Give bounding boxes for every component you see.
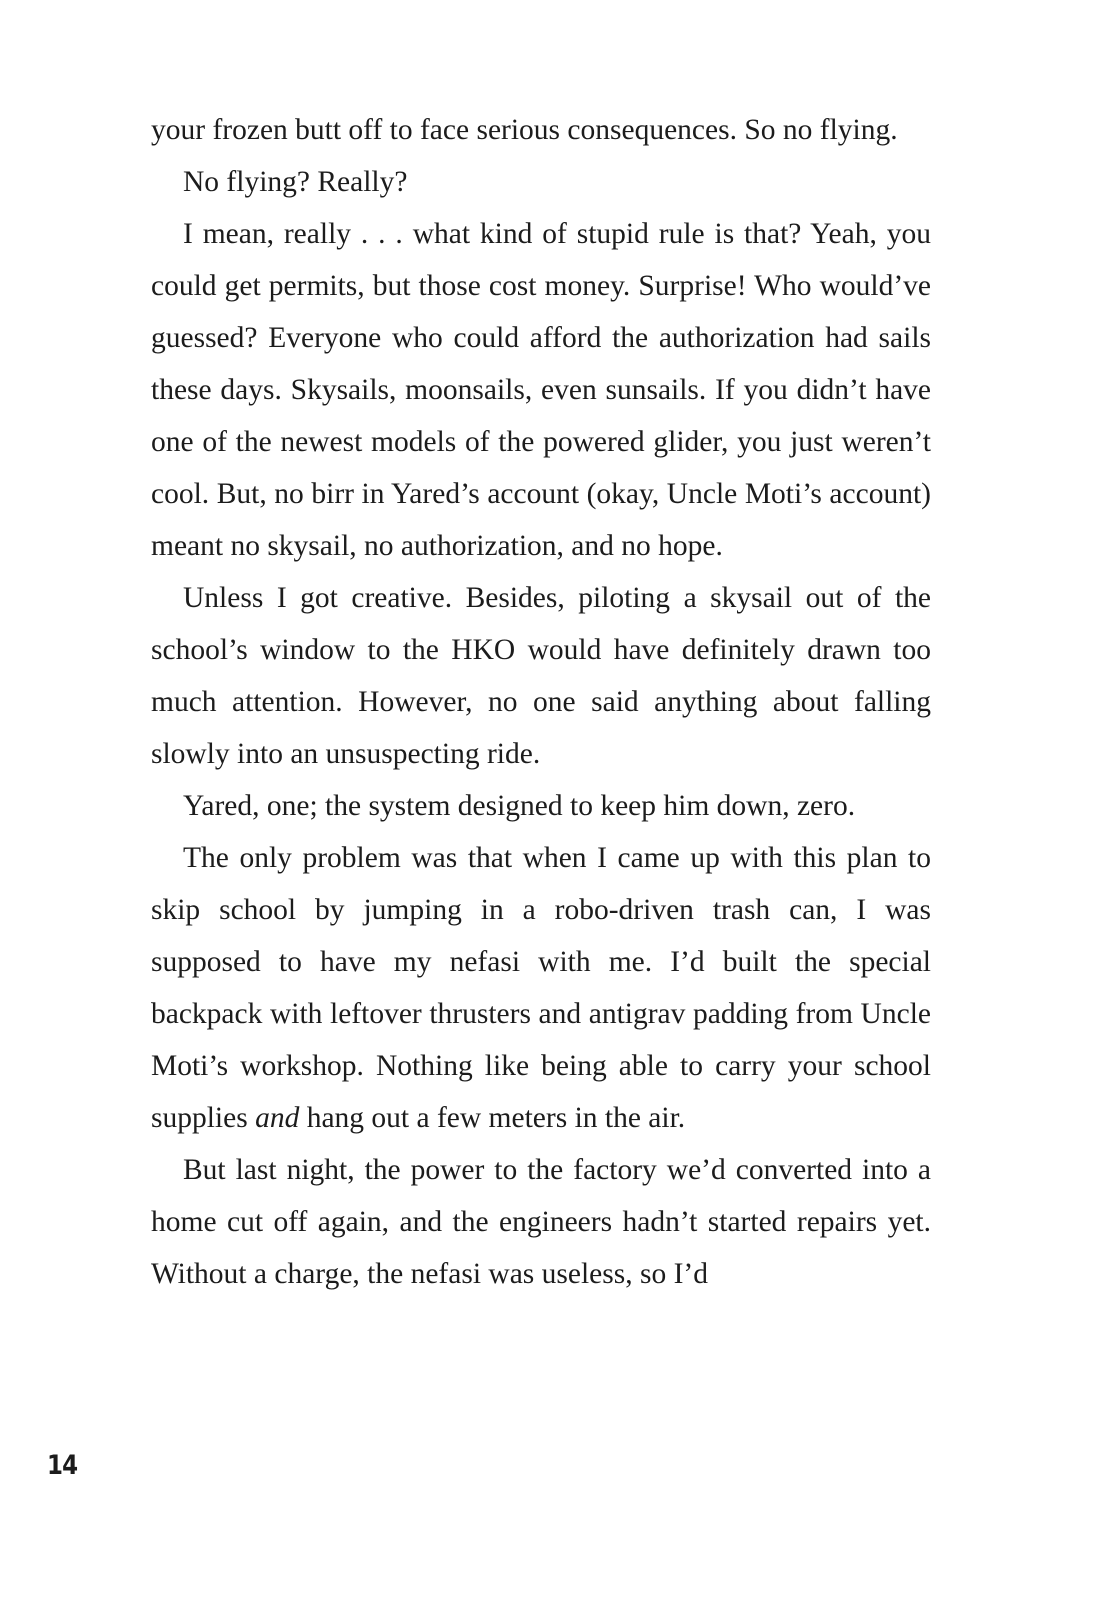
body-text [151, 104, 931, 1300]
paragraph-6 [151, 832, 931, 1144]
paragraph-4: Unless I got creative. Besides, piloting a skysail out of the school’s window to the HKO would have definitely drawn too much attention. However, no one said anything about falling slowly into an unsuspecting ride. [151, 582, 931, 770]
paragraph-3: I mean, really . . . what kind of stupid rule is that? Yeah, you could get permits, but those cost money. Surprise! Who would’ve guessed? Everyone who could afford the authorization had sails these days. Skysails, moonsails, even sunsails. If you didn’t have one of the newest models of the powered glider, you just weren’t cool. But, no birr in Yared’s account (okay, Uncle Moti’s account) meant no skysail, no authorization, and no hope. [151, 218, 931, 562]
paragraph-6-text: The only problem was that when I came up with this plan to skip school by jumping in a robo-driven trash can, I was supposed to have my nefasi with me. I’d built the special backpack with leftover thrusters and antigrav padding from Uncle Moti’s workshop. Nothing like being able to carry your school supplies [151, 842, 931, 1134]
paragraph-5: Yared, one; the system designed to keep him down, zero. [183, 790, 856, 822]
emphasis-and: and [255, 1102, 300, 1134]
paragraph-6-text-after: hang out a few meters in the air. [299, 1102, 686, 1134]
paragraph-1: your frozen butt off to face serious consequences. So no flying. [151, 114, 898, 146]
paragraph-7: But last night, the power to the factory we’d converted into a home cut off again, and the engineers hadn’t started repairs yet. Without a charge, the nefasi was useless, so I’d [151, 1154, 931, 1290]
paragraph-2: No flying? Really? [183, 166, 408, 198]
page-number: 14 [47, 1450, 78, 1481]
